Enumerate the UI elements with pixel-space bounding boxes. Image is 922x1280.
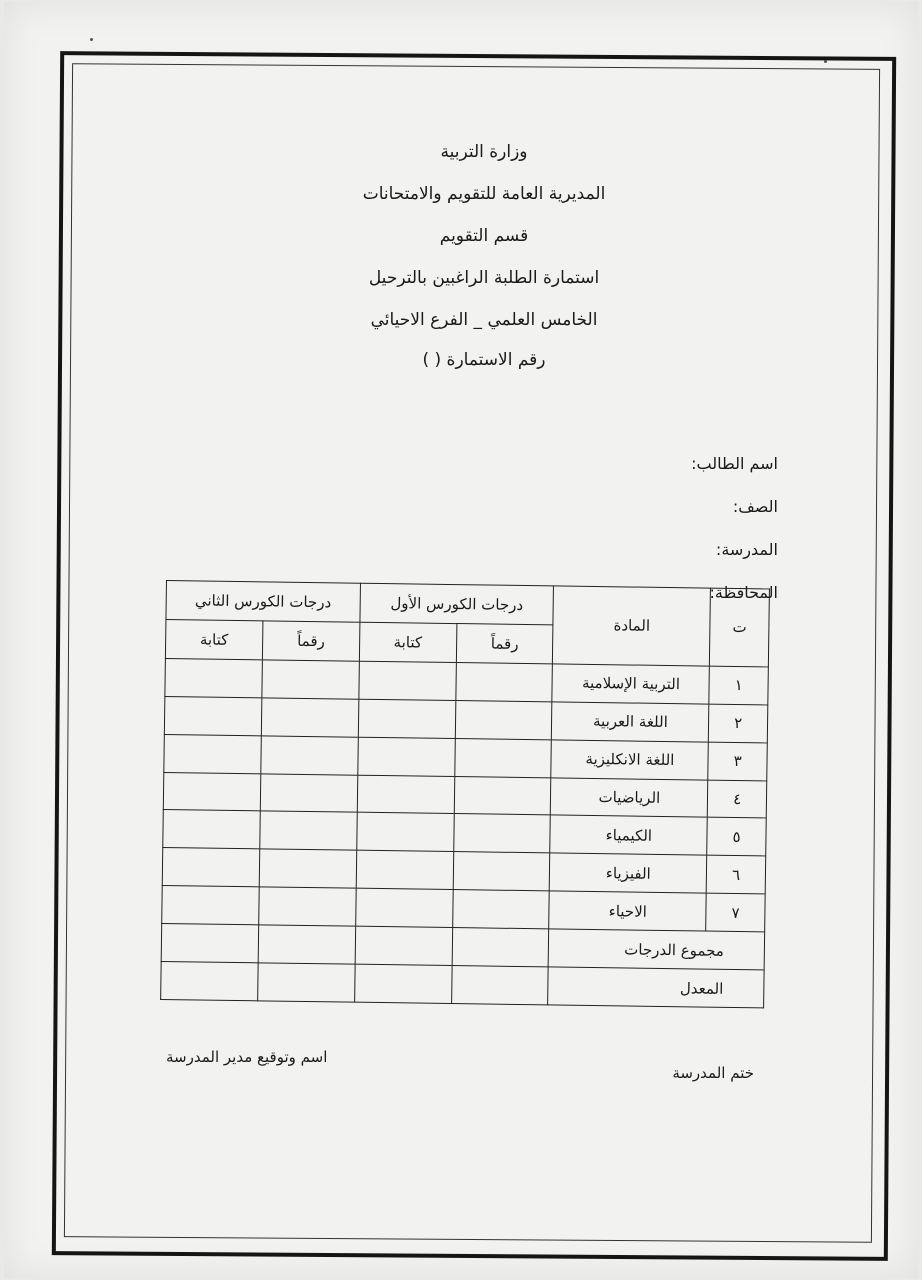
row-number: ٧ — [706, 893, 765, 932]
col-number-header: ت — [710, 588, 770, 667]
class-field[interactable]: الصف: — [732, 497, 778, 516]
grade-cell[interactable] — [260, 773, 357, 812]
grade-cell[interactable] — [358, 737, 455, 776]
grade-cell[interactable] — [355, 888, 452, 927]
course1-numbers-header: رقماً — [456, 623, 553, 663]
grade-cell[interactable] — [259, 887, 356, 926]
subject-name: اللغة الانكليزية — [551, 740, 708, 780]
grade-cell[interactable] — [454, 738, 551, 777]
grade-cell[interactable] — [354, 964, 451, 1003]
row-number: ١ — [709, 666, 768, 705]
grade-cell[interactable] — [455, 662, 552, 701]
course1-words-header: كتابة — [359, 622, 456, 662]
col-subject-header: المادة — [553, 586, 711, 666]
grade-cell[interactable] — [163, 772, 260, 811]
row-number: ٤ — [708, 780, 767, 819]
grade-cell[interactable] — [358, 699, 455, 738]
school-stamp: ختم المدرسة — [672, 1064, 754, 1082]
course2-numbers-header: رقماً — [262, 621, 359, 661]
grade-cell[interactable] — [455, 700, 552, 739]
subject-name: اللغة العربية — [552, 702, 709, 742]
total-label: مجموع الدرجات — [549, 929, 765, 970]
course1-header: درجات الكورس الأول — [360, 583, 554, 625]
grade-cell[interactable] — [359, 661, 456, 700]
subject-name: الاحياء — [549, 891, 706, 931]
grade-cell[interactable] — [355, 926, 452, 965]
paper-speck — [824, 60, 827, 63]
student-name-field[interactable]: اسم الطالب: — [691, 454, 778, 473]
grade-cell[interactable] — [356, 813, 453, 852]
grade-cell[interactable] — [164, 734, 261, 773]
grade-cell[interactable] — [163, 810, 260, 849]
grade-cell[interactable] — [453, 814, 550, 853]
row-number: ٥ — [707, 818, 766, 857]
grade-cell[interactable] — [162, 886, 259, 925]
grade-cell[interactable] — [262, 660, 359, 699]
grade-cell[interactable] — [260, 811, 357, 850]
paper-sheet — [4, 2, 918, 1278]
grades-table — [160, 580, 770, 1008]
grade-cell[interactable] — [356, 851, 453, 890]
subject-name: الكيمياء — [550, 815, 707, 855]
course2-words-header: كتابة — [165, 619, 262, 659]
average-label: المعدل — [548, 967, 764, 1008]
ministry-title: وزارة التربية — [440, 142, 528, 162]
document-header — [304, 142, 664, 392]
grade-cell[interactable] — [165, 658, 262, 697]
school-field[interactable]: المدرسة: — [715, 540, 778, 559]
grade-cell[interactable] — [452, 928, 549, 967]
grade-cell[interactable] — [162, 848, 259, 887]
row-number: ٢ — [709, 704, 768, 743]
grade-cell[interactable] — [451, 966, 548, 1005]
grade-cell[interactable] — [161, 924, 258, 963]
subject-name: الرياضيات — [551, 777, 708, 817]
grade-cell[interactable] — [357, 775, 454, 814]
paper-speck — [90, 38, 93, 41]
row-number: ٦ — [707, 855, 766, 894]
governorate-field[interactable]: المحافظة: — [709, 583, 778, 602]
row-number: ٣ — [708, 742, 767, 781]
directorate-title: المديرية العامة للتقويم والامتحانات — [362, 184, 606, 204]
grade-cell[interactable] — [258, 925, 355, 964]
form-number: رقم الاستمارة ( ) — [422, 350, 546, 370]
grade-cell[interactable] — [259, 849, 356, 888]
grade-cell[interactable] — [258, 963, 355, 1002]
subject-name: الفيزياء — [550, 853, 707, 893]
principal-signature: اسم وتوقيع مدير المدرسة — [166, 1048, 328, 1066]
grade-cell[interactable] — [261, 698, 358, 737]
subject-name: التربية الإسلامية — [552, 664, 709, 704]
grade-cell[interactable] — [161, 961, 258, 1000]
grade-branch: الخامس العلمي _ الفرع الاحيائي — [370, 310, 598, 330]
grade-cell[interactable] — [454, 776, 551, 815]
form-title: استمارة الطلبة الراغبين بالترحيل — [368, 268, 600, 288]
course2-header: درجات الكورس الثاني — [166, 581, 360, 623]
department-title: قسم التقويم — [439, 226, 529, 246]
grade-cell[interactable] — [261, 736, 358, 775]
grade-cell[interactable] — [164, 696, 261, 735]
average-row — [161, 961, 764, 1007]
grade-cell[interactable] — [452, 890, 549, 929]
grade-cell[interactable] — [453, 852, 550, 891]
